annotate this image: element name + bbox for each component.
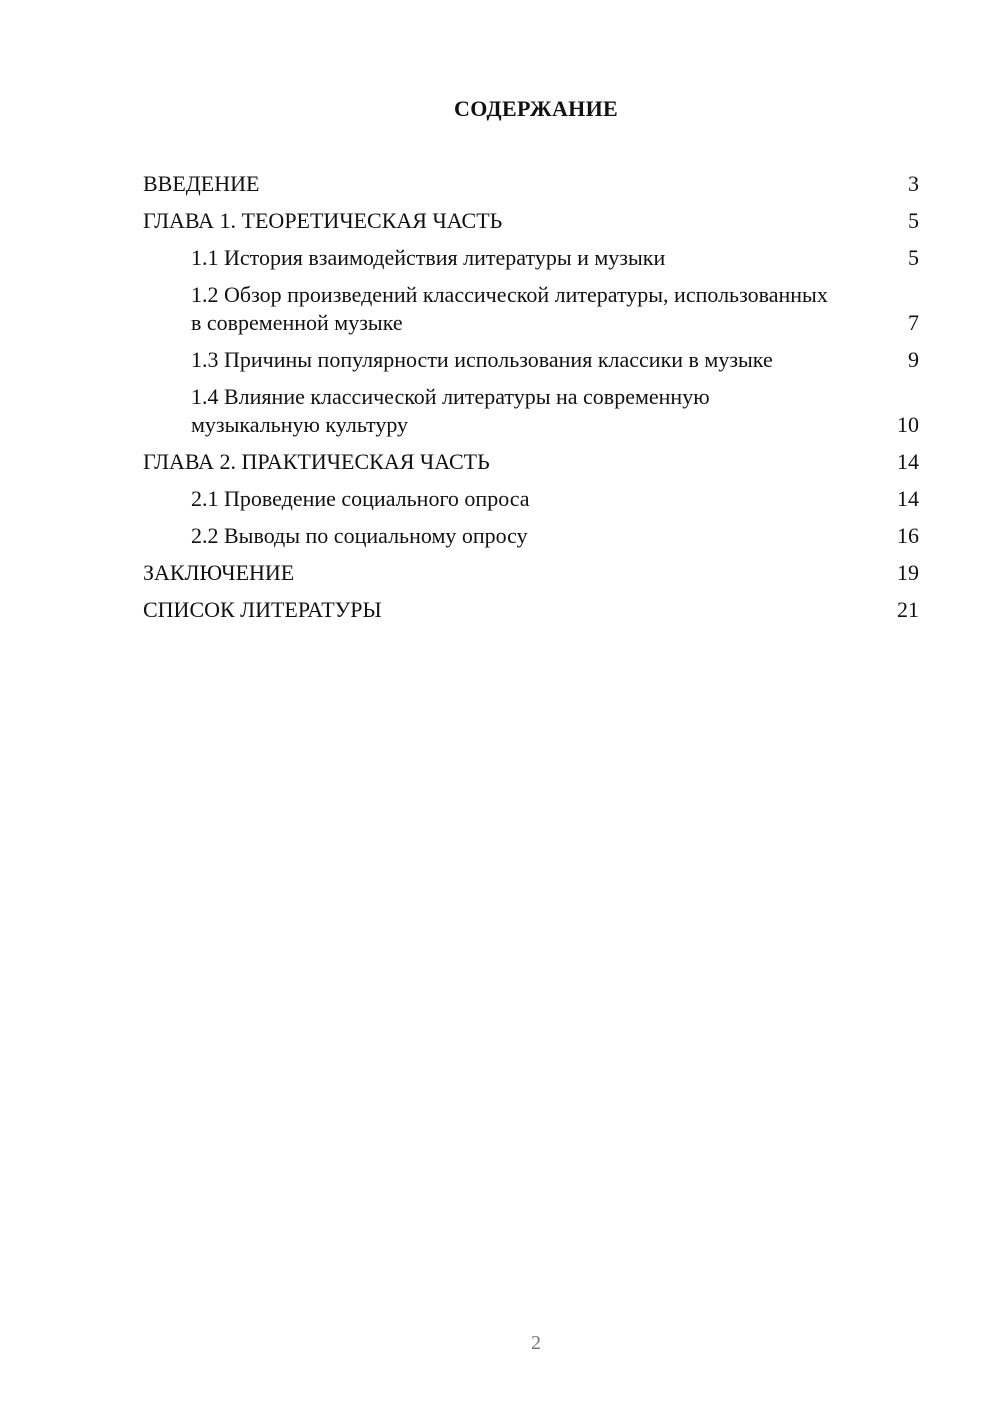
toc-entry-page: 9 xyxy=(908,347,919,372)
toc-entry-section-2-2[interactable] xyxy=(143,522,919,550)
toc-entry-page: 16 xyxy=(897,523,919,548)
toc-entry-text: ЗАКЛЮЧЕНИЕ xyxy=(143,560,295,585)
toc-entry-conclusion[interactable] xyxy=(143,559,919,587)
toc-entry-text: 1.3 Причины популярности использования классики в музыке xyxy=(191,347,773,372)
toc-entry-section-1-3[interactable] xyxy=(143,346,919,374)
toc-entry-section-2-1[interactable] xyxy=(143,485,919,513)
toc-entry-section-1-1[interactable] xyxy=(143,244,919,272)
toc-entry-page: 7 xyxy=(908,310,919,335)
toc-entry-page: 21 xyxy=(897,597,919,622)
toc-entry-section-1-4[interactable] xyxy=(143,383,919,439)
toc-entry-text: ГЛАВА 1. ТЕОРЕТИЧЕСКАЯ ЧАСТЬ xyxy=(143,208,503,233)
toc-entry-section-1-2[interactable] xyxy=(143,281,919,337)
toc-entry-page: 5 xyxy=(908,208,919,233)
toc-entry-chapter-2[interactable] xyxy=(143,448,919,476)
page-number: 2 xyxy=(531,1332,541,1354)
toc-entry-page: 14 xyxy=(897,486,919,511)
toc-entry-text: ГЛАВА 2. ПРАКТИЧЕСКАЯ ЧАСТЬ xyxy=(143,449,490,474)
toc-entry-page: 19 xyxy=(897,560,919,585)
toc-entry-page: 10 xyxy=(897,412,919,437)
toc-entry-text: 2.1 Проведение социального опроса xyxy=(191,486,530,511)
toc-entry-text: 1.4 Влияние классической литературы на современную музыкальную культуру xyxy=(191,384,710,437)
toc-entry-text: СПИСОК ЛИТЕРАТУРЫ xyxy=(143,597,382,622)
toc-entry-introduction[interactable] xyxy=(143,170,919,198)
toc-entry-page: 14 xyxy=(897,449,919,474)
toc-entry-text: 2.2 Выводы по социальному опросу xyxy=(191,523,528,548)
toc-entry-text: ВВЕДЕНИЕ xyxy=(143,171,260,196)
toc-entry-text: 1.2 Обзор произведений классической литературы, использованных в современной музыке xyxy=(191,282,828,335)
toc-entry-page: 3 xyxy=(908,171,919,196)
toc-entry-text: 1.1 История взаимодействия литературы и музыки xyxy=(191,245,666,270)
table-of-contents xyxy=(143,170,919,624)
toc-entry-chapter-1[interactable] xyxy=(143,207,919,235)
toc-entry-bibliography[interactable] xyxy=(143,596,919,624)
toc-title: СОДЕРЖАНИЕ xyxy=(454,96,618,121)
toc-entry-page: 5 xyxy=(908,245,919,270)
